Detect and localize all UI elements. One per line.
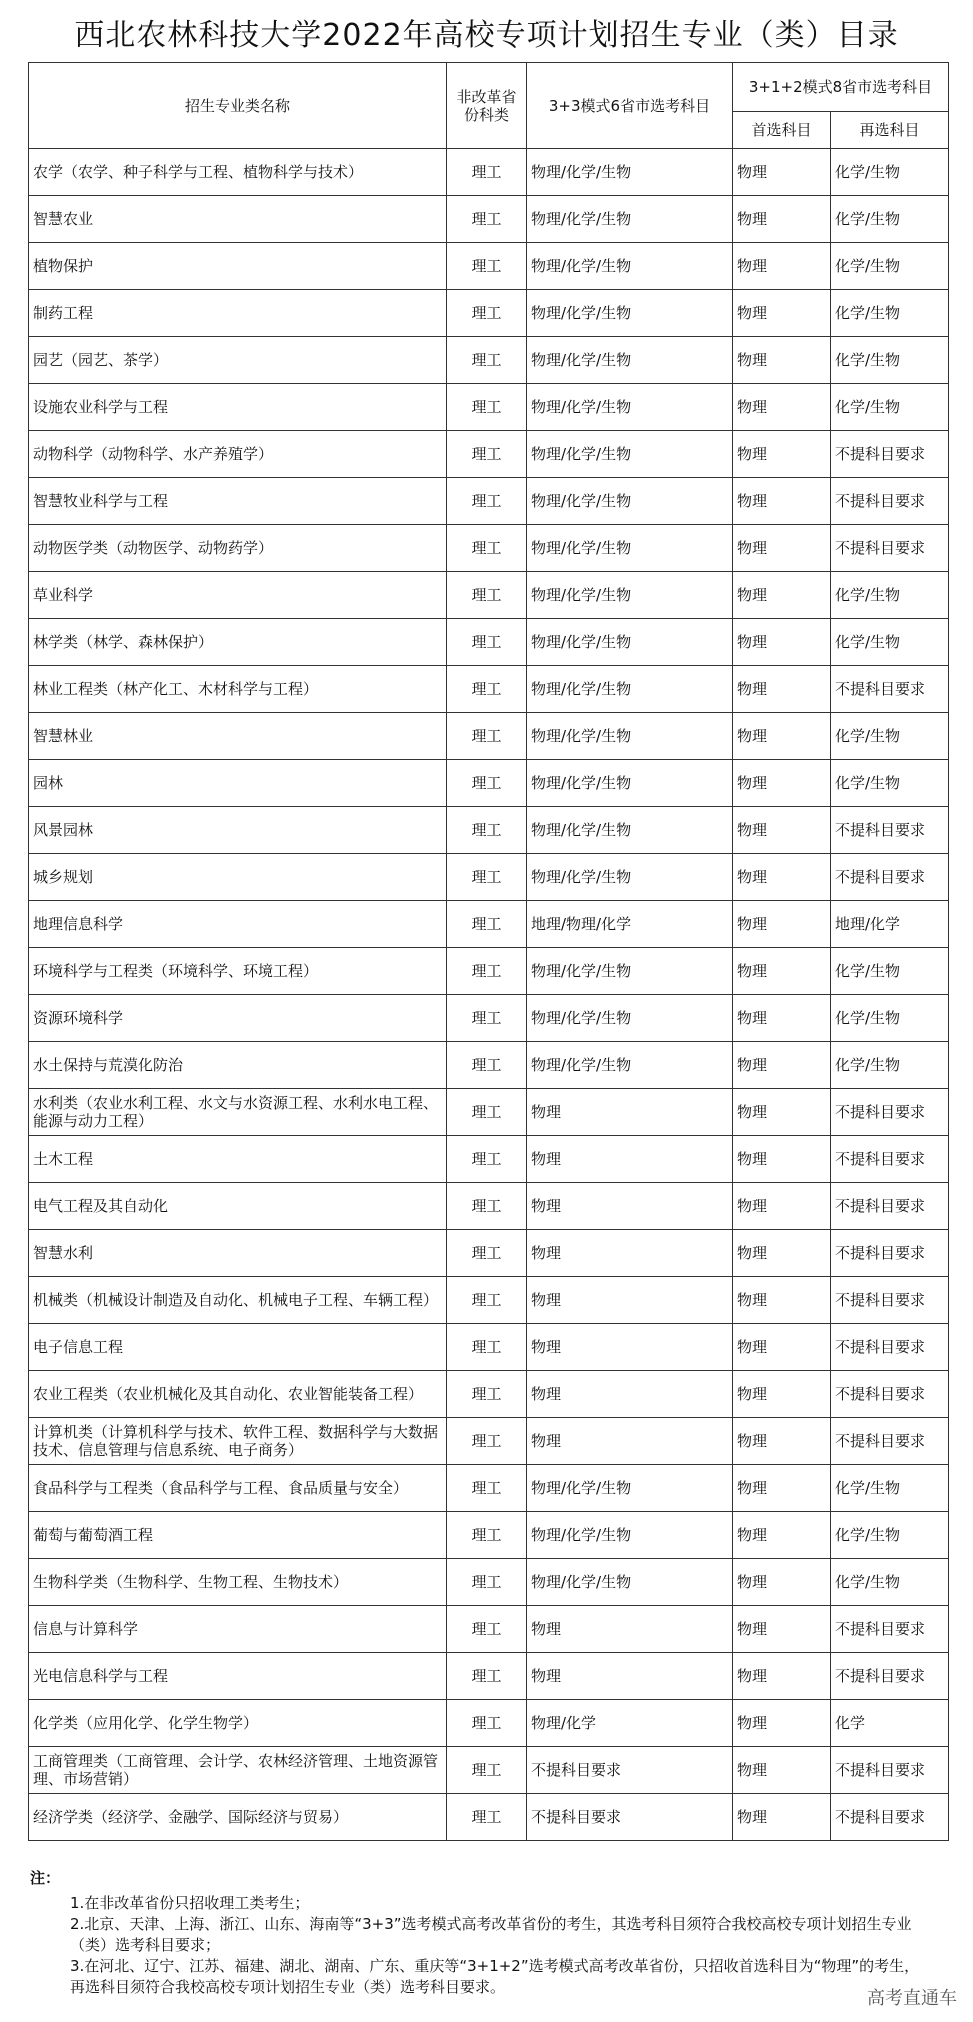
cell-province-type: 理工 [447,149,527,196]
cell-province-type: 理工 [447,1606,527,1653]
cell-province-type: 理工 [447,1183,527,1230]
table-row [29,995,949,1042]
table-row [29,337,949,384]
cell-province-type: 理工 [447,666,527,713]
cell-mode33-subjects: 物理 [527,1089,733,1136]
cell-first-subject: 物理 [733,807,831,854]
header-name: 招生专业类名称 [29,63,447,149]
cell-mode33-subjects: 物理/化学/生物 [527,431,733,478]
cell-mode33-subjects: 物理/化学/生物 [527,290,733,337]
cell-major-name: 水土保持与荒漠化防治 [29,1042,447,1089]
cell-major-name: 智慧牧业科学与工程 [29,478,447,525]
cell-mode33-subjects: 物理 [527,1606,733,1653]
header-province-type: 非改革省份科类 [447,63,527,149]
cell-second-subject: 化学/生物 [831,760,949,807]
cell-mode33-subjects: 物理/化学/生物 [527,1465,733,1512]
cell-mode33-subjects: 物理/化学/生物 [527,1042,733,1089]
cell-province-type: 理工 [447,1559,527,1606]
cell-major-name: 智慧林业 [29,713,447,760]
table-row [29,1183,949,1230]
cell-province-type: 理工 [447,243,527,290]
cell-province-type: 理工 [447,384,527,431]
cell-major-name: 农学（农学、种子科学与工程、植物科学与技术） [29,149,447,196]
cell-second-subject: 不提科目要求 [831,666,949,713]
cell-first-subject: 物理 [733,1324,831,1371]
cell-major-name: 草业科学 [29,572,447,619]
cell-first-subject: 物理 [733,1089,831,1136]
cell-second-subject: 不提科目要求 [831,525,949,572]
cell-second-subject: 不提科目要求 [831,854,949,901]
cell-major-name: 生物科学类（生物科学、生物工程、生物技术） [29,1559,447,1606]
cell-major-name: 水利类（农业水利工程、水文与水资源工程、水利水电工程、能源与动力工程） [29,1089,447,1136]
cell-second-subject: 化学/生物 [831,243,949,290]
table-row [29,1653,949,1700]
cell-first-subject: 物理 [733,760,831,807]
cell-mode33-subjects: 物理/化学/生物 [527,760,733,807]
notes [30,1868,930,1998]
cell-mode33-subjects: 物理/化学/生物 [527,713,733,760]
cell-second-subject: 不提科目要求 [831,1418,949,1465]
cell-mode33-subjects: 物理 [527,1277,733,1324]
cell-second-subject: 化学/生物 [831,948,949,995]
cell-second-subject: 不提科目要求 [831,1794,949,1841]
cell-major-name: 环境科学与工程类（环境科学、环境工程） [29,948,447,995]
table-row [29,666,949,713]
cell-province-type: 理工 [447,1371,527,1418]
cell-mode33-subjects: 物理/化学/生物 [527,196,733,243]
cell-second-subject: 化学/生物 [831,196,949,243]
cell-province-type: 理工 [447,807,527,854]
cell-first-subject: 物理 [733,149,831,196]
cell-second-subject: 不提科目要求 [831,1653,949,1700]
cell-second-subject: 不提科目要求 [831,431,949,478]
table-row [29,1089,949,1136]
cell-first-subject: 物理 [733,384,831,431]
cell-mode33-subjects: 物理/化学/生物 [527,384,733,431]
cell-province-type: 理工 [447,995,527,1042]
cell-major-name: 林学类（林学、森林保护） [29,619,447,666]
table-row [29,760,949,807]
cell-first-subject: 物理 [733,337,831,384]
cell-major-name: 工商管理类（工商管理、会计学、农林经济管理、土地资源管理、市场营销） [29,1747,447,1794]
cell-second-subject: 不提科目要求 [831,1371,949,1418]
catalog-table [28,62,949,1841]
cell-first-subject: 物理 [733,666,831,713]
cell-province-type: 理工 [447,1089,527,1136]
cell-second-subject: 不提科目要求 [831,1277,949,1324]
cell-province-type: 理工 [447,1747,527,1794]
cell-major-name: 制药工程 [29,290,447,337]
cell-province-type: 理工 [447,572,527,619]
cell-mode33-subjects: 物理/化学/生物 [527,1559,733,1606]
cell-major-name: 风景园林 [29,807,447,854]
table-row [29,1559,949,1606]
cell-province-type: 理工 [447,1042,527,1089]
cell-province-type: 理工 [447,1465,527,1512]
cell-province-type: 理工 [447,1794,527,1841]
table-row [29,572,949,619]
cell-province-type: 理工 [447,901,527,948]
cell-province-type: 理工 [447,1324,527,1371]
cell-mode33-subjects: 物理 [527,1418,733,1465]
cell-mode33-subjects: 物理/化学/生物 [527,478,733,525]
cell-first-subject: 物理 [733,1183,831,1230]
cell-province-type: 理工 [447,713,527,760]
table-row [29,1371,949,1418]
cell-second-subject: 化学/生物 [831,619,949,666]
cell-first-subject: 物理 [733,1230,831,1277]
table-row [29,1418,949,1465]
table-row [29,384,949,431]
cell-second-subject: 化学/生物 [831,713,949,760]
cell-first-subject: 物理 [733,572,831,619]
cell-major-name: 农业工程类（农业机械化及其自动化、农业智能装备工程） [29,1371,447,1418]
cell-second-subject: 化学/生物 [831,1465,949,1512]
cell-first-subject: 物理 [733,1794,831,1841]
table-row [29,1512,949,1559]
table-row [29,1136,949,1183]
cell-province-type: 理工 [447,948,527,995]
cell-major-name: 电子信息工程 [29,1324,447,1371]
cell-province-type: 理工 [447,431,527,478]
cell-second-subject: 化学/生物 [831,1512,949,1559]
table-row [29,290,949,337]
cell-second-subject: 化学/生物 [831,149,949,196]
cell-first-subject: 物理 [733,1371,831,1418]
cell-mode33-subjects: 物理/化学 [527,1700,733,1747]
cell-mode33-subjects: 物理/化学/生物 [527,666,733,713]
table-row [29,1042,949,1089]
table-body [29,149,949,1841]
note-item: 1.在非改革省份只招收理工类考生； [70,1894,310,1912]
cell-major-name: 园林 [29,760,447,807]
header-first-subject: 首选科目 [733,112,831,149]
cell-province-type: 理工 [447,1136,527,1183]
table-row [29,807,949,854]
cell-second-subject: 化学/生物 [831,290,949,337]
cell-province-type: 理工 [447,1700,527,1747]
cell-first-subject: 物理 [733,854,831,901]
cell-second-subject: 不提科目要求 [831,1089,949,1136]
header-mode312: 3+1+2模式8省市选考科目 [733,63,949,112]
table-row [29,619,949,666]
cell-major-name: 设施农业科学与工程 [29,384,447,431]
table-row [29,1794,949,1841]
cell-first-subject: 物理 [733,901,831,948]
cell-first-subject: 物理 [733,243,831,290]
cell-first-subject: 物理 [733,1559,831,1606]
cell-province-type: 理工 [447,1277,527,1324]
cell-mode33-subjects: 物理 [527,1183,733,1230]
table-row [29,1700,949,1747]
cell-second-subject: 地理/化学 [831,901,949,948]
cell-mode33-subjects: 物理/化学/生物 [527,854,733,901]
table-row [29,713,949,760]
header-second-subject: 再选科目 [831,112,949,149]
cell-first-subject: 物理 [733,1700,831,1747]
table-row [29,948,949,995]
table-row [29,196,949,243]
cell-mode33-subjects: 物理 [527,1230,733,1277]
cell-first-subject: 物理 [733,290,831,337]
cell-major-name: 动物医学类（动物医学、动物药学） [29,525,447,572]
cell-first-subject: 物理 [733,995,831,1042]
cell-major-name: 食品科学与工程类（食品科学与工程、食品质量与安全） [29,1465,447,1512]
table-row [29,431,949,478]
header-mode33: 3+3模式6省市选考科目 [527,63,733,149]
cell-major-name: 机械类（机械设计制造及自动化、机械电子工程、车辆工程） [29,1277,447,1324]
cell-mode33-subjects: 物理 [527,1136,733,1183]
cell-mode33-subjects: 物理/化学/生物 [527,149,733,196]
cell-major-name: 林业工程类（林产化工、木材科学与工程） [29,666,447,713]
cell-first-subject: 物理 [733,1606,831,1653]
table-row [29,149,949,196]
cell-mode33-subjects: 物理/化学/生物 [527,572,733,619]
page-title: 西北农林科技大学2022年高校专项计划招生专业（类）目录 [74,18,899,53]
cell-first-subject: 物理 [733,948,831,995]
notes-heading: 注： [30,1869,61,1887]
cell-major-name: 葡萄与葡萄酒工程 [29,1512,447,1559]
cell-major-name: 城乡规划 [29,854,447,901]
cell-mode33-subjects: 物理/化学/生物 [527,1512,733,1559]
cell-mode33-subjects: 物理/化学/生物 [527,525,733,572]
cell-second-subject: 不提科目要求 [831,1230,949,1277]
cell-first-subject: 物理 [733,525,831,572]
cell-second-subject: 不提科目要求 [831,1324,949,1371]
cell-major-name: 化学类（应用化学、化学生物学） [29,1700,447,1747]
cell-major-name: 动物科学（动物科学、水产养殖学） [29,431,447,478]
cell-mode33-subjects: 物理/化学/生物 [527,807,733,854]
table-row [29,1747,949,1794]
cell-mode33-subjects: 物理 [527,1324,733,1371]
cell-major-name: 信息与计算科学 [29,1606,447,1653]
cell-major-name: 智慧水利 [29,1230,447,1277]
cell-mode33-subjects: 物理 [527,1653,733,1700]
cell-province-type: 理工 [447,1418,527,1465]
table-row [29,1230,949,1277]
note-item: 3.在河北、辽宁、江苏、福建、湖北、湖南、广东、重庆等“3+1+2”选考模式高考改革省份，只招收首选科目为“物理”的考生，再选科目须符合我校高校专项计划招生专业（类）选考科目要求。 [70,1957,920,1996]
table-row [29,1324,949,1371]
cell-first-subject: 物理 [733,1512,831,1559]
cell-mode33-subjects: 物理/化学/生物 [527,619,733,666]
cell-major-name: 光电信息科学与工程 [29,1653,447,1700]
cell-province-type: 理工 [447,619,527,666]
cell-second-subject: 化学 [831,1700,949,1747]
cell-second-subject: 不提科目要求 [831,1747,949,1794]
cell-second-subject: 化学/生物 [831,384,949,431]
cell-major-name: 经济学类（经济学、金融学、国际经济与贸易） [29,1794,447,1841]
table-row [29,1606,949,1653]
table-row [29,854,949,901]
cell-mode33-subjects: 物理 [527,1371,733,1418]
cell-major-name: 土木工程 [29,1136,447,1183]
cell-second-subject: 化学/生物 [831,1559,949,1606]
cell-first-subject: 物理 [733,1042,831,1089]
table-row [29,243,949,290]
table-row [29,525,949,572]
cell-mode33-subjects: 不提科目要求 [527,1747,733,1794]
cell-mode33-subjects: 物理/化学/生物 [527,948,733,995]
cell-mode33-subjects: 物理/化学/生物 [527,243,733,290]
cell-second-subject: 不提科目要求 [831,1136,949,1183]
cell-second-subject: 不提科目要求 [831,807,949,854]
cell-major-name: 智慧农业 [29,196,447,243]
cell-mode33-subjects: 不提科目要求 [527,1794,733,1841]
cell-province-type: 理工 [447,525,527,572]
cell-first-subject: 物理 [733,1136,831,1183]
cell-province-type: 理工 [447,196,527,243]
cell-first-subject: 物理 [733,478,831,525]
cell-first-subject: 物理 [733,1418,831,1465]
cell-province-type: 理工 [447,854,527,901]
cell-first-subject: 物理 [733,1653,831,1700]
cell-major-name: 植物保护 [29,243,447,290]
watermark: 高考直通车 [867,1988,957,2009]
cell-second-subject: 化学/生物 [831,337,949,384]
cell-first-subject: 物理 [733,1465,831,1512]
cell-province-type: 理工 [447,760,527,807]
cell-second-subject: 不提科目要求 [831,1183,949,1230]
cell-second-subject: 化学/生物 [831,1042,949,1089]
cell-first-subject: 物理 [733,713,831,760]
cell-province-type: 理工 [447,1230,527,1277]
cell-first-subject: 物理 [733,196,831,243]
cell-province-type: 理工 [447,1512,527,1559]
cell-province-type: 理工 [447,1653,527,1700]
cell-mode33-subjects: 物理/化学/生物 [527,995,733,1042]
cell-major-name: 地理信息科学 [29,901,447,948]
cell-first-subject: 物理 [733,1747,831,1794]
cell-province-type: 理工 [447,290,527,337]
cell-second-subject: 不提科目要求 [831,1606,949,1653]
cell-major-name: 计算机类（计算机科学与技术、软件工程、数据科学与大数据技术、信息管理与信息系统、电子商务） [29,1418,447,1465]
cell-second-subject: 化学/生物 [831,572,949,619]
cell-second-subject: 化学/生物 [831,995,949,1042]
cell-major-name: 园艺（园艺、茶学） [29,337,447,384]
cell-province-type: 理工 [447,337,527,384]
table-row [29,1277,949,1324]
table-row [29,901,949,948]
cell-mode33-subjects: 物理/化学/生物 [527,337,733,384]
table-row [29,1465,949,1512]
cell-major-name: 资源环境科学 [29,995,447,1042]
cell-first-subject: 物理 [733,1277,831,1324]
cell-mode33-subjects: 地理/物理/化学 [527,901,733,948]
note-item: 2.北京、天津、上海、浙江、山东、海南等“3+3”选考模式高考改革省份的考生，其选考科目须符合我校高校专项计划招生专业（类）选考科目要求； [70,1915,912,1954]
cell-first-subject: 物理 [733,431,831,478]
cell-major-name: 电气工程及其自动化 [29,1183,447,1230]
cell-province-type: 理工 [447,478,527,525]
table-row [29,478,949,525]
cell-first-subject: 物理 [733,619,831,666]
cell-second-subject: 不提科目要求 [831,478,949,525]
